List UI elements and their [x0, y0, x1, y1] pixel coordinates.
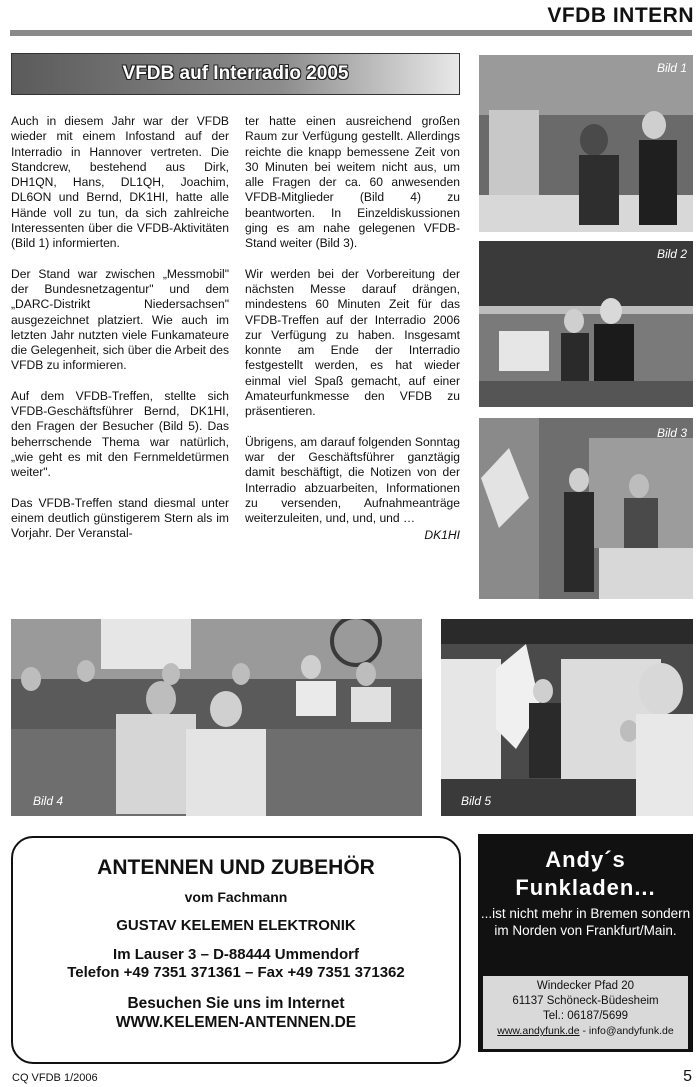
ad-andy-mail[interactable]: - info@andyfunk.de	[579, 1025, 674, 1037]
paragraph: Der Stand war zwischen „Messmobil" der Bundesnetzagentur" und dem „DARC-Distrikt Niedersachsen" ausgezeichnet platziert. Wie auch im letzten Jahr nutzten viele Funkamateure die Gelegenheit, sich über die Arbeit des VFDB zu informieren.	[11, 266, 229, 373]
section-title: VFDB INTERN	[547, 4, 694, 27]
paragraph: ter hatte einen ausreichend großen Raum zur Verfügung gestellt. Allerdings reichte die knapp bemessene Zeit von 30 Minuten bei weitem nicht aus, um alle Fragen der ca. 60 anwesenden VFDB-Mitglieder (Bild 4) zu beantworten. In Einzeldiskussionen ging es am nahe gelegenen VFDB-Stand weiter (Bild 3).	[245, 114, 460, 251]
page-number: 5	[683, 1068, 692, 1085]
ad-andy-city: 61137 Schöneck-Büdesheim	[512, 995, 659, 1007]
photo-bild-5	[441, 619, 693, 816]
ad-andy-name-2: Funkladen...	[515, 875, 656, 900]
paragraph: Auf dem VFDB-Treffen, stellte sich VFDB-Geschäftsführer Bernd, DK1HI, den Fragen der Besucher (Bild 5). Das beherrschende Thema war natürlich, „wie geht es mit den Fernmeldetürmen weiter".	[11, 388, 229, 480]
ad-kelemen	[11, 836, 461, 1064]
paragraph: Wir werden bei der Vorbereitung der nächsten Messe darauf drängen, mindestens 60 Minuten Zeit für das VFDB-Treffen auf der Interradio 2006 zur Verfügung zu haben. Insgesamt konnte am Ende der Interradio festgestellt werden, es hat wieder einmal viel Spaß gemacht, auf einer Amateurfunkmesse den VFDB zu präsentieren.	[245, 266, 460, 419]
ad-kelemen-address: Im Lauser 3 – D-88444 Ummendorf	[113, 946, 359, 963]
photo-bild-3-image	[479, 418, 693, 599]
photo-caption: Bild 2	[656, 247, 687, 261]
ad-andy-street: Windecker Pfad 20	[536, 980, 635, 992]
photo-caption: Bild 4	[33, 794, 64, 808]
ad-andy	[478, 834, 693, 1052]
header-rule	[10, 30, 692, 36]
article-column-2	[245, 114, 460, 559]
article-title-box	[11, 53, 460, 95]
author-signature: DK1HI	[424, 528, 460, 543]
paragraph: Auch in diesem Jahr war der VFDB wieder mit einem Infostand auf der Interradio in Hannover vertreten. Die Standcrew, bestehend aus Dirk, DH1QN, Hans, DL1QH, Joachim, DL6ON und Bernd, DK1HI, hatte alle Hände voll zu tun, da sich zahlreiche Interessenten über die VFDB-Aktivitäten (Bild 1) informierten.	[11, 114, 229, 251]
footer-issue: CQ VFDB 1/2006	[12, 1072, 98, 1084]
photo-bild-5-image	[441, 619, 693, 816]
paragraph: Das VFDB-Treffen stand diesmal unter einem deutlich günstigerem Stern als im Vorjahr. Der Veranstal-	[11, 495, 229, 541]
paragraph: Übrigens, am darauf folgenden Sonntag war der Geschäftsführer ganztägig damit beschäftigt, die Notizen von der Interradio abzuarbeiten, Informationen zu versenden, Aufnahmeanträge weiterzuleiten, und, und, und …	[245, 434, 460, 526]
photo-bild-1	[479, 55, 693, 232]
photo-bild-2	[479, 241, 693, 407]
photo-bild-1-image	[479, 55, 693, 232]
photo-caption: Bild 3	[656, 426, 687, 440]
ad-andy-web-link[interactable]: www.andyfunk.de	[497, 1025, 580, 1037]
photo-caption: Bild 5	[461, 794, 492, 808]
ad-kelemen-sub: vom Fachmann	[184, 889, 288, 905]
ad-andy-address-box	[483, 976, 688, 1049]
photo-bild-4-image	[11, 619, 422, 816]
photo-bild-3	[479, 418, 693, 599]
ad-kelemen-phone: Telefon +49 7351 371361 – Fax +49 7351 371362	[67, 964, 405, 981]
ad-kelemen-web[interactable]: WWW.KELEMEN-ANTENNEN.DE	[115, 1014, 357, 1031]
photo-bild-2-image	[479, 241, 693, 407]
ad-andy-name: Andy´s	[545, 847, 626, 872]
ad-kelemen-company: GUSTAV KELEMEN ELEKTRONIK	[116, 917, 356, 934]
ad-kelemen-visit: Besuchen Sie uns im Internet	[127, 995, 345, 1012]
ad-kelemen-headline: ANTENNEN UND ZUBEHÖR	[97, 856, 375, 879]
ad-andy-tel: Tel.: 06187/5699	[542, 1010, 629, 1022]
photo-caption: Bild 1	[656, 61, 687, 75]
article-title: VFDB auf Interradio 2005	[122, 63, 349, 84]
ad-andy-text: ...ist nicht mehr in Bremen sondern im Norden von Frankfurt/Main.	[480, 906, 691, 938]
photo-bild-4	[11, 619, 422, 816]
article-column-1	[11, 114, 229, 556]
